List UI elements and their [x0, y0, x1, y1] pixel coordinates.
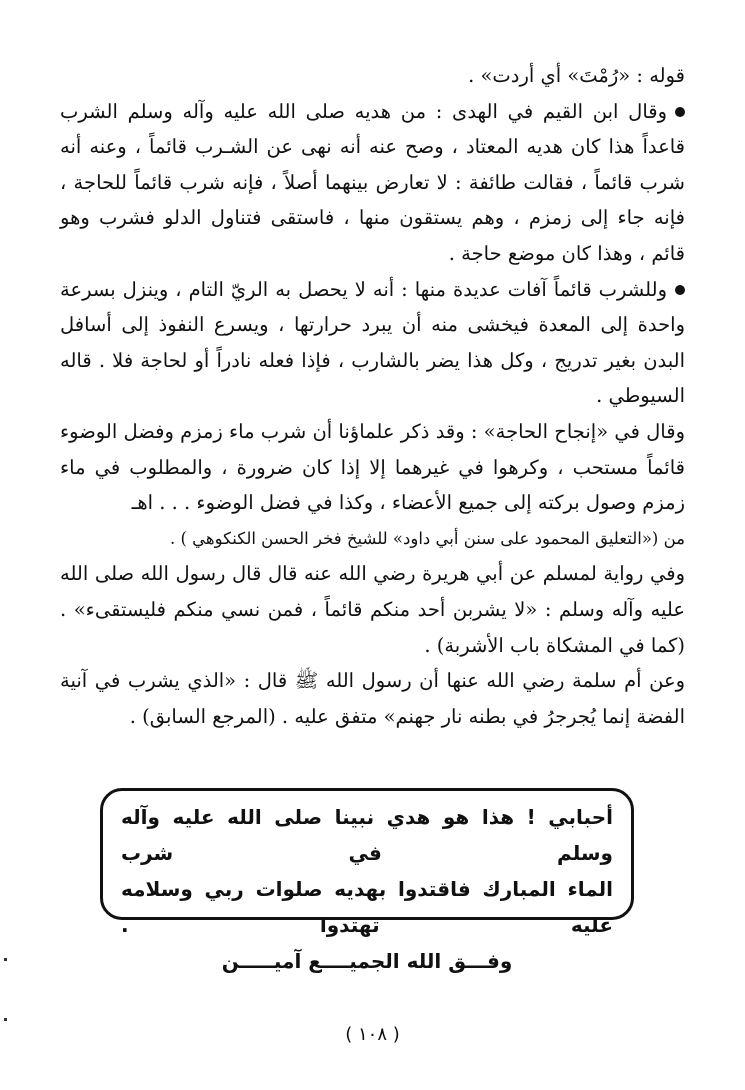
box-line-3: وفـــق الله الجميــــع آميـــــن: [221, 949, 513, 973]
paragraph-2: [60, 94, 685, 272]
paragraph-6: وعن أم سلمة رضي الله عنها أن رسول الله ﷺ قال : «الذي يشرب في آنية الفضة إنما يُجرجرُ في بطنه نار جهنم» متفق عليه . (المرجع السابق) .: [60, 669, 685, 728]
paragraph-3: [60, 272, 685, 414]
page-body: [60, 58, 685, 734]
paragraph-4: وقال في «إنجاح الحاجة» : وقد ذكر علماؤنا أن شرب ماء زمزم وفضل الوضوء قائماً مستحب ، وكرهوا في غيرهما إلا إذا كان ضرورة ، والمطلوب في ماء زمزم وصول بركته إلى جميع الأعضاء ، وكذا في فضل الوضوء . . . اهـ: [60, 419, 685, 515]
page-number: ( ١٠٨ ): [345, 1024, 400, 1045]
reference-note: من («التعليق المحمود على سنن أبي داود» للشيخ فخر الحسن الكنكوهي ) .: [169, 528, 685, 548]
paragraph-2-text: وقال ابن القيم في الهدى : من هديه صلى الله عليه وآله وسلم الشرب قاعداً هذا كان هديه المعتاد ، وصح عنه أنه نهى عن الشـرب قائماً ، وعنه أنه شرب قائماً ، فقالت طائفة : لا تعارض بينهما أصلاً ، فإنه شرب قائماً للحاجة ، فإنه جاء إلى زمزم ، وهم يستقون منها ، فاستقى فتناول الدلو فشرب وهو قائم ، وهذا كان موضع حاجة .: [60, 99, 685, 265]
box-line-2: الماء المبارك فاقتدوا بهديه صلوات ربي وسلامه عليه تهتدوا .: [121, 877, 613, 937]
bullet-icon: [675, 107, 685, 117]
paragraph-5: وفي رواية لمسلم عن أبي هريرة رضي الله عنه قال قال رسول الله صلى الله عليه وآله وسلم : «لا يشربن أحد منكم قائماً ، فمن نسي منكم فليستقىء» . (كما في المشكاة باب الأشربة) .: [60, 562, 685, 657]
highlight-box: [100, 788, 634, 973]
bullet-icon: [675, 285, 685, 295]
scan-mark: [4, 958, 7, 961]
paragraph-1: قوله : «رُمْتَ» أي أردت» .: [468, 64, 685, 87]
box-line-1: أحبابي ! هذا هو هدي نبينا صلى الله عليه وآله وسلم في شرب: [121, 805, 613, 865]
paragraph-3-text: وللشرب قائماً آفات عديدة منها : أنه لا يحصل به الريّ التام ، وينزل بسرعة واحدة إلى المعدة فيخشى منه أن يبرد حرارتها ، ويسرع النفوذ إلى أسافل البدن بغير تدريج ، وكل هذا يضر بالشارب ، فإذا فعله نادراً أو لحاجة فلا . قاله السيوطي .: [60, 277, 685, 408]
scan-mark: [4, 1018, 7, 1021]
